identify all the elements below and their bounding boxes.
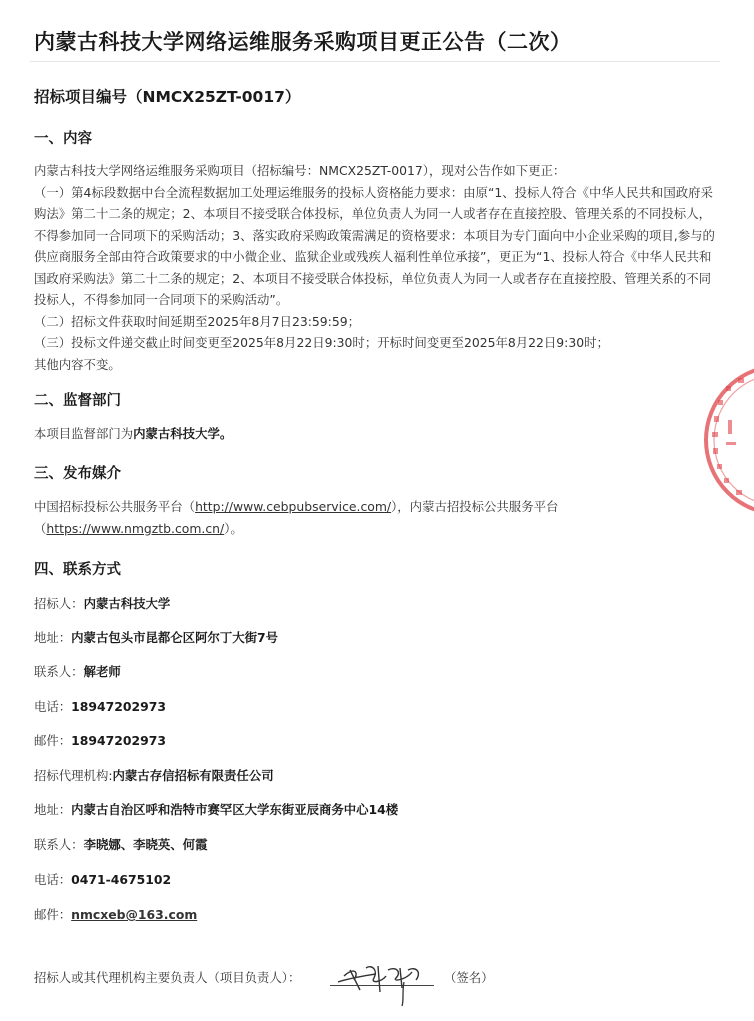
contact-value: 李晓娜、李晓英、何霞 (83, 837, 208, 852)
contact-value: 0471-4675102 (71, 872, 172, 887)
contact-value: 18947202973 (71, 733, 167, 748)
contact-value: 内蒙古包头市昆都仑区阿尔丁大街7号 (71, 630, 279, 645)
contact-row (34, 628, 278, 646)
contact-label: 地址： (34, 630, 72, 645)
agency-email-link[interactable]: nmcxeb@163.com (71, 907, 198, 922)
content-item-1: （一）第4标段数据中台全流程数据加工处理运维服务的投标人资格能力要求：由原“1、投标人符合《中华人民共和国政府采购法》第二十二条的规定；2、本项目不接受联合体投标，单位负责人为同一人或者存在直接控股、管理关系的不同投标人，不得参加同一合同项下的采购活动；3、落实政府采购政策需满足的资格要求：本项目为专门面向中小企业采购的项目,参与的供应商服务全部由符合政策要求的中小微企业、监狱企业或残疾人福利性单位承接”，更正为“1、投标人符合《中华人民共和国政府采购法》第二十二条的规定；2、本项目不接受联合体投标，单位负责人为同一人或者存在直接控股、管理关系的不同投标人，不得参加同一合同项下的采购活动”。 (34, 184, 715, 307)
contact-value: 内蒙古存信招标有限责任公司 (112, 768, 274, 783)
contact-row (34, 662, 121, 680)
contact-label: 电话： (34, 872, 72, 887)
contact-row (34, 731, 166, 749)
content-closing: 其他内容不变。 (34, 356, 121, 372)
content-item-3: （三）投标文件递交截止时间变更至2025年8月22日9:30时；开标时间变更至2025年8月22日9:30时； (34, 335, 609, 350)
contact-row (34, 835, 207, 853)
contact-value: 内蒙古科技大学 (83, 596, 171, 611)
supervision-department: 内蒙古科技大学。 (133, 426, 233, 441)
cebpubservice-link[interactable]: http://www.cebpubservice.com/ (195, 499, 392, 514)
supervision-text (34, 424, 232, 442)
contact-row (34, 766, 274, 784)
contact-label: 招标人： (34, 596, 84, 611)
contact-label: 邮件： (34, 733, 72, 748)
contact-row (34, 697, 166, 715)
section-heading-media: 三、发布媒介 (34, 466, 121, 482)
official-seal (700, 360, 754, 520)
media-line-2 (34, 519, 243, 537)
contact-row (34, 800, 398, 818)
contact-row (34, 905, 197, 923)
contact-label: 电话： (34, 699, 72, 714)
media-line-1 (34, 497, 558, 515)
content-body (34, 160, 718, 375)
contact-label: 邮件： (34, 907, 72, 922)
section-heading-content: 一、内容 (34, 131, 92, 147)
supervision-prefix: 本项目监督部门为 (34, 426, 134, 441)
page-title: 内蒙古科技大学网络运维服务采购项目更正公告（二次） (34, 30, 572, 54)
title-divider (30, 61, 720, 62)
project-number: 招标项目编号（NMCX25ZT-0017） (34, 88, 301, 106)
section-heading-supervision: 二、监督部门 (34, 393, 121, 409)
contact-row (34, 870, 171, 888)
contact-label: 地址： (34, 802, 72, 817)
media-close-paren: ）。 (224, 521, 243, 536)
contact-value: 内蒙古自治区呼和浩特市赛罕区大学东街亚辰商务中心14楼 (71, 802, 399, 817)
contact-value: 18947202973 (71, 699, 167, 714)
signature-suffix: （签名） (444, 970, 494, 985)
contact-row (34, 594, 170, 612)
media-open-paren: （ (34, 521, 47, 536)
signature-label: 招标人或其代理机构主要负责人（项目负责人）： (34, 970, 301, 985)
content-item-2: （二）招标文件获取时间延期至2025年8月7日23:59:59； (34, 313, 360, 329)
contact-value: 解老师 (83, 664, 121, 679)
contact-label: 招标代理机构: (34, 768, 113, 783)
contact-label: 联系人： (34, 837, 84, 852)
nmgztb-link[interactable]: https://www.nmgztb.com.cn/ (46, 521, 225, 536)
media-platform-1-label: 中国招标投标公共服务平台（ (34, 499, 196, 514)
section-heading-contact: 四、联系方式 (34, 562, 121, 578)
handwritten-signature (330, 948, 440, 1008)
content-intro: 内蒙古科技大学网络运维服务采购项目（招标编号：NMCX25ZT-0017），现对公告作如下更正： (34, 163, 566, 178)
media-platform-2-label: ），内蒙古招投标公共服务平台 (391, 499, 559, 514)
contact-label: 联系人： (34, 664, 84, 679)
